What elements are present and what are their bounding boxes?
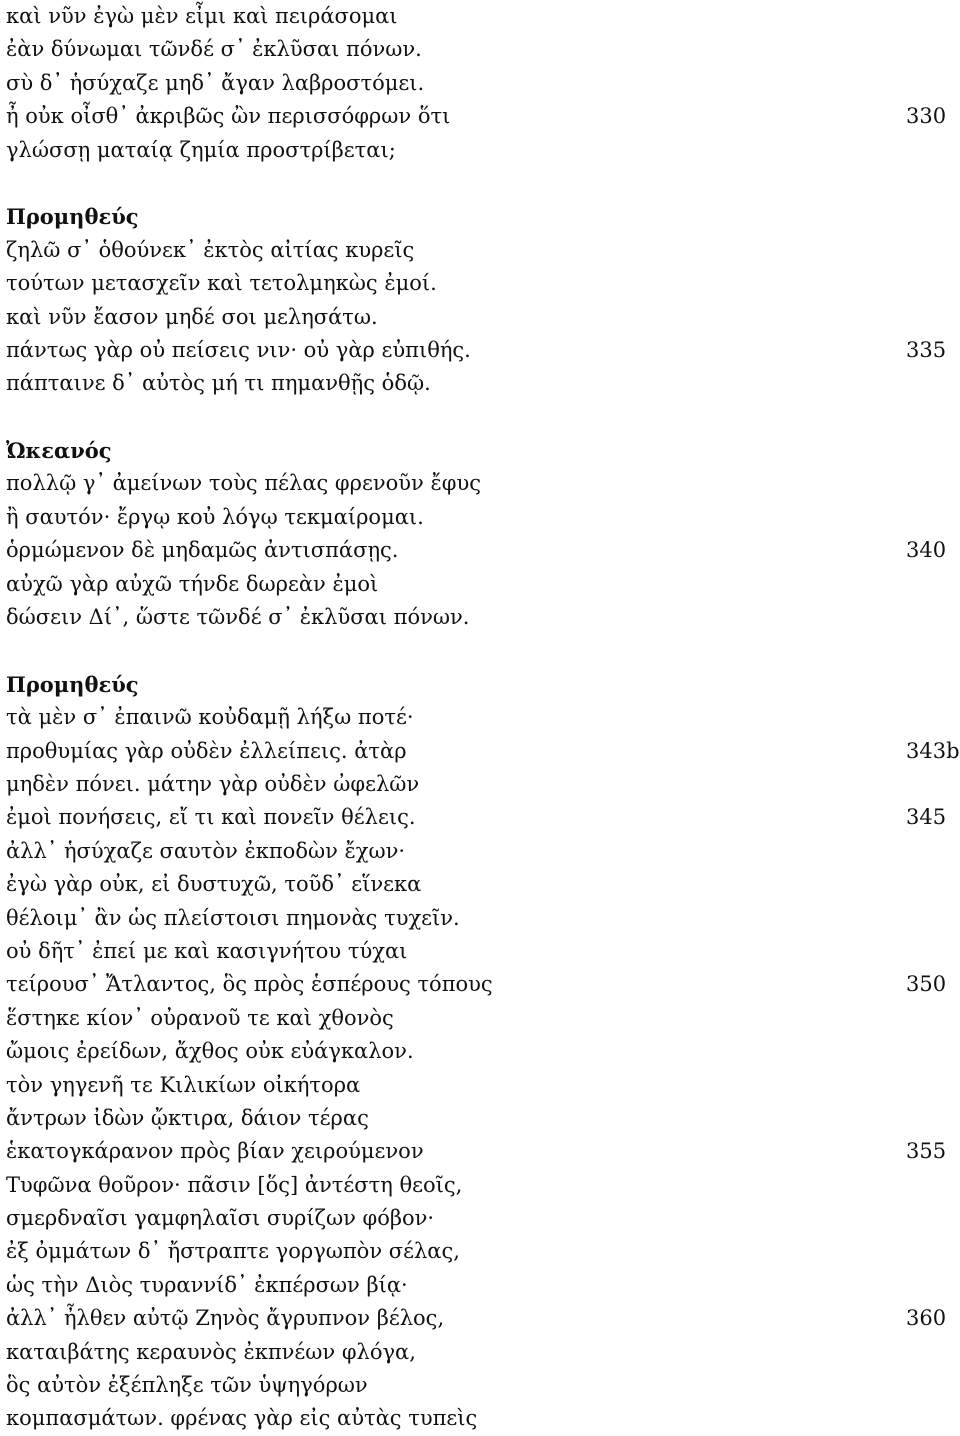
verse-text: ἐγὼ γὰρ οὐκ, εἰ δυστυχῶ, τοῦδ᾽ εἵνεκα [6,872,422,897]
verse-line [6,100,956,133]
verse-line [6,1369,956,1402]
verse-line [6,301,956,334]
verse-line [6,801,956,834]
verse-text: Τυφῶνα θοῦρον· πᾶσιν [ὅς] ἀντέστη θεοῖς, [6,1172,463,1197]
verse-text: σὺ δ᾽ ἡσύχαζε μηδ᾽ ἄγαν λαβροστόμει. [6,70,425,95]
line-number: 345 [906,805,947,830]
verse-text: οὐ δῆτ᾽ ἐπεί με καὶ κασιγνήτου τύχαι [6,938,408,963]
verse-text: τούτων μετασχεῖν καὶ τετολμηκὼς ἐμοί. [6,271,437,296]
verse-text: σμερδναῖσι γαμφηλαῖσι συρίζων φόβον· [6,1206,435,1231]
line-number: 355 [906,1139,947,1164]
verse-text: ὁρμώμενον δὲ μηδαμῶς ἀντισπάσῃς. [6,538,399,563]
verse-text: πάπταινε δ᾽ αὐτὸς μή τι πημανθῇς ὁδῷ. [6,371,431,396]
verse-line [6,501,956,534]
verse-text: πάντως γὰρ οὐ πείσεις νιν· οὐ γὰρ εὐπιθής. [6,337,471,362]
verse-line [6,1402,956,1435]
verse-line [6,334,956,367]
verse-line [6,1102,956,1135]
verse-line [6,902,956,935]
verse-line [6,1202,956,1235]
verse-text: πολλῷ γ᾽ ἀμείνων τοὺς πέλας φρενοῦν ἔφυς [6,471,481,496]
line-number: 360 [906,1306,947,1331]
verse-text: θέλοιμ᾽ ἂν ὡς πλείστοισι πημονὰς τυχεῖν. [6,905,460,930]
speaker-name: Προμηθεύς [6,671,139,697]
verse-line [6,568,956,601]
verse-text: ὡς τὴν Διὸς τυραννίδ᾽ ἐκπέρσων βίᾳ· [6,1272,408,1297]
verse-line [6,768,956,801]
verse-line [6,1135,956,1168]
verse-text: ἑκατογκάρανον πρὸς βίαν χειρούμενον [6,1139,424,1164]
verse-text: ἦ οὐκ οἶσθ᾽ ἀκριβῶς ὢν περισσόφρων ὅτι [6,104,451,129]
verse-text: ζηλῶ σ᾽ ὁθούνεκ᾽ ἐκτὸς αἰτίας κυρεῖς [6,237,415,262]
verse-text: ὤμοις ἐρείδων, ἄχθος οὐκ εὐάγκαλον. [6,1039,414,1064]
verse-line [6,33,956,66]
verse-line [6,935,956,968]
verse-line [6,234,956,267]
verse-text: ἀλλ᾽ ἦλθεν αὐτῷ Ζηνὸς ἄγρυπνον βέλος, [6,1306,445,1331]
stanza-gap [6,167,956,200]
verse-text: ἄντρων ἰδὼν ᾤκτιρα, δάιον τέρας [6,1105,369,1130]
verse-line [6,868,956,901]
verse-text: ἐμοὶ πονήσεις, εἴ τι καὶ πονεῖν θέλεις. [6,805,416,830]
verse-text: γλώσσῃ ματαίᾳ ζημία προστρίβεται; [6,137,396,162]
stanza-gap [6,634,956,667]
verse-text: προθυμίας γὰρ οὐδὲν ἐλλείπεις. ἀτὰρ [6,738,407,763]
stanza-gap [6,401,956,434]
verse-line [6,601,956,634]
verse-line [6,1336,956,1369]
verse-text: ἀλλ᾽ ἡσύχαζε σαυτὸν ἐκποδὼν ἔχων· [6,838,406,863]
verse-line [6,534,956,567]
verse-text: ἐξ ὀμμάτων δ᾽ ἤστραπτε γοργωπὸν σέλας, [6,1239,460,1264]
verse-line [6,1035,956,1068]
verse-line [6,67,956,100]
verse-line [6,1169,956,1202]
speaker-name: Ὠκεανός [6,438,112,464]
verse-line [6,735,960,768]
verse-line [6,1235,956,1268]
verse-text: ἕστηκε κίον᾽ οὐρανοῦ τε καὶ χθονὸς [6,1005,394,1030]
verse-line [6,267,956,300]
verse-text: κομπασμάτων. φρένας γὰρ εἰς αὐτὰς τυπεὶς [6,1406,478,1431]
verse-line [6,968,956,1001]
verse-text: δώσειν Δί᾽, ὥστε τῶνδέ σ᾽ ἐκλῦσαι πόνων. [6,605,470,630]
line-number: 335 [906,337,947,362]
verse-page [6,0,960,1436]
verse-text: καὶ νῦν ἔασον μηδέ σοι μελησάτω. [6,304,378,329]
verse-line [6,367,956,400]
verse-line [6,701,956,734]
verse-text: τὸν γηγενῆ τε Κιλικίων οἰκήτορα [6,1072,361,1097]
line-number: 343b [906,738,960,763]
verse-line [6,1069,956,1102]
verse-line [6,467,956,500]
verse-line [6,134,956,167]
verse-text: τείρουσ᾽ Ἄτλαντος, ὃς πρὸς ἑσπέρους τόπους [6,972,493,997]
verse-text: καταιβάτης κεραυνὸς ἐκπνέων φλόγα, [6,1339,416,1364]
speaker-name: Προμηθεύς [6,204,139,230]
verse-line [6,835,956,868]
verse-line [6,1269,956,1302]
verse-text: αὐχῶ γὰρ αὐχῶ τήνδε δωρεὰν ἐμοὶ [6,571,379,596]
verse-text: ἢ σαυτόν· ἔργῳ κοὐ λόγῳ τεκμαίρομαι. [6,504,424,529]
verse-text: μηδὲν πόνει. μάτην γὰρ οὐδὲν ὠφελῶν [6,771,420,796]
verse-line [6,1302,956,1335]
line-number: 340 [906,538,947,563]
verse-text: καὶ νῦν ἐγὼ μὲν εἶμι καὶ πειράσομαι [6,4,398,28]
line-number: 350 [906,972,947,997]
verse-text: ἐὰν δύνωμαι τῶνδέ σ᾽ ἐκλῦσαι πόνων. [6,37,422,62]
verse-text: τὰ μὲν σ᾽ ἐπαινῶ κοὐδαμῇ λήξω ποτέ· [6,705,414,730]
verse-line [6,0,956,33]
line-number: 330 [906,104,947,129]
verse-line [6,1002,956,1035]
verse-text: ὃς αὐτὸν ἐξέπληξε τῶν ὑψηγόρων [6,1373,368,1398]
